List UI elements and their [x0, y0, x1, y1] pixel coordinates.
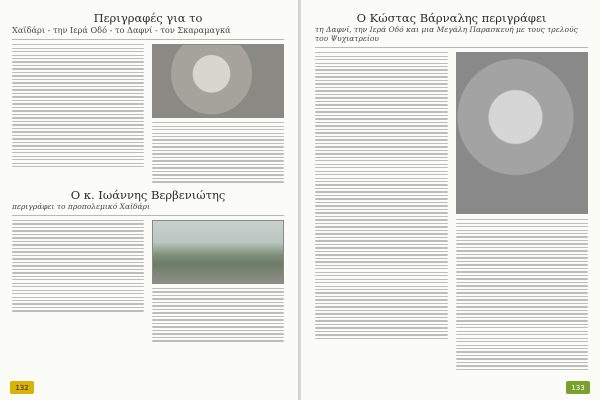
article1-text: [12, 44, 144, 167]
article1-column-1: [12, 44, 144, 185]
article2-subtitle: περιγράφει το προπολεμικό Χαϊδάρι: [12, 201, 150, 211]
page-number-left: 132: [10, 381, 34, 394]
divider: [12, 215, 284, 216]
article1-text-2: [152, 122, 284, 183]
article2-text-2: [152, 288, 284, 342]
left-page: [0, 0, 299, 400]
page-number-right: 133: [566, 381, 590, 394]
divider: [315, 47, 588, 48]
article-text-2: [456, 219, 589, 370]
article-title: Ο Κώστας Βάρναλης περιγράφει: [356, 11, 547, 25]
article2-photo: [152, 220, 284, 284]
portrait-photo: [456, 52, 589, 214]
article1-photo: [152, 44, 284, 118]
article2-column-1: [12, 220, 144, 344]
right-page: [301, 0, 600, 400]
article1-column-2: [152, 44, 284, 185]
article2-text: [12, 220, 144, 312]
article1-title: Περιγραφές για το: [93, 11, 203, 25]
article1-subtitle: Χαϊδάρι - την Ιερά Οδό - το Δαφνί - τον Σκαραμαγκά: [12, 25, 231, 36]
article2-column-2: [152, 220, 284, 344]
article2-title: Ο κ. Ιωάννης Βερβενιώτης: [70, 187, 226, 202]
article1-columns: [12, 44, 284, 185]
article-subtitle: τη Δαφνί, την Ιερά Οδό και μια Μεγάλη Παρασκευή με τους τρελούς του Ψυχιατρείου: [315, 25, 578, 44]
divider: [12, 39, 284, 40]
article-column-2: [456, 52, 589, 372]
article-text: [315, 52, 448, 339]
article2-columns: [12, 220, 284, 344]
article-column-1: [315, 52, 448, 372]
article-columns: [315, 52, 588, 372]
